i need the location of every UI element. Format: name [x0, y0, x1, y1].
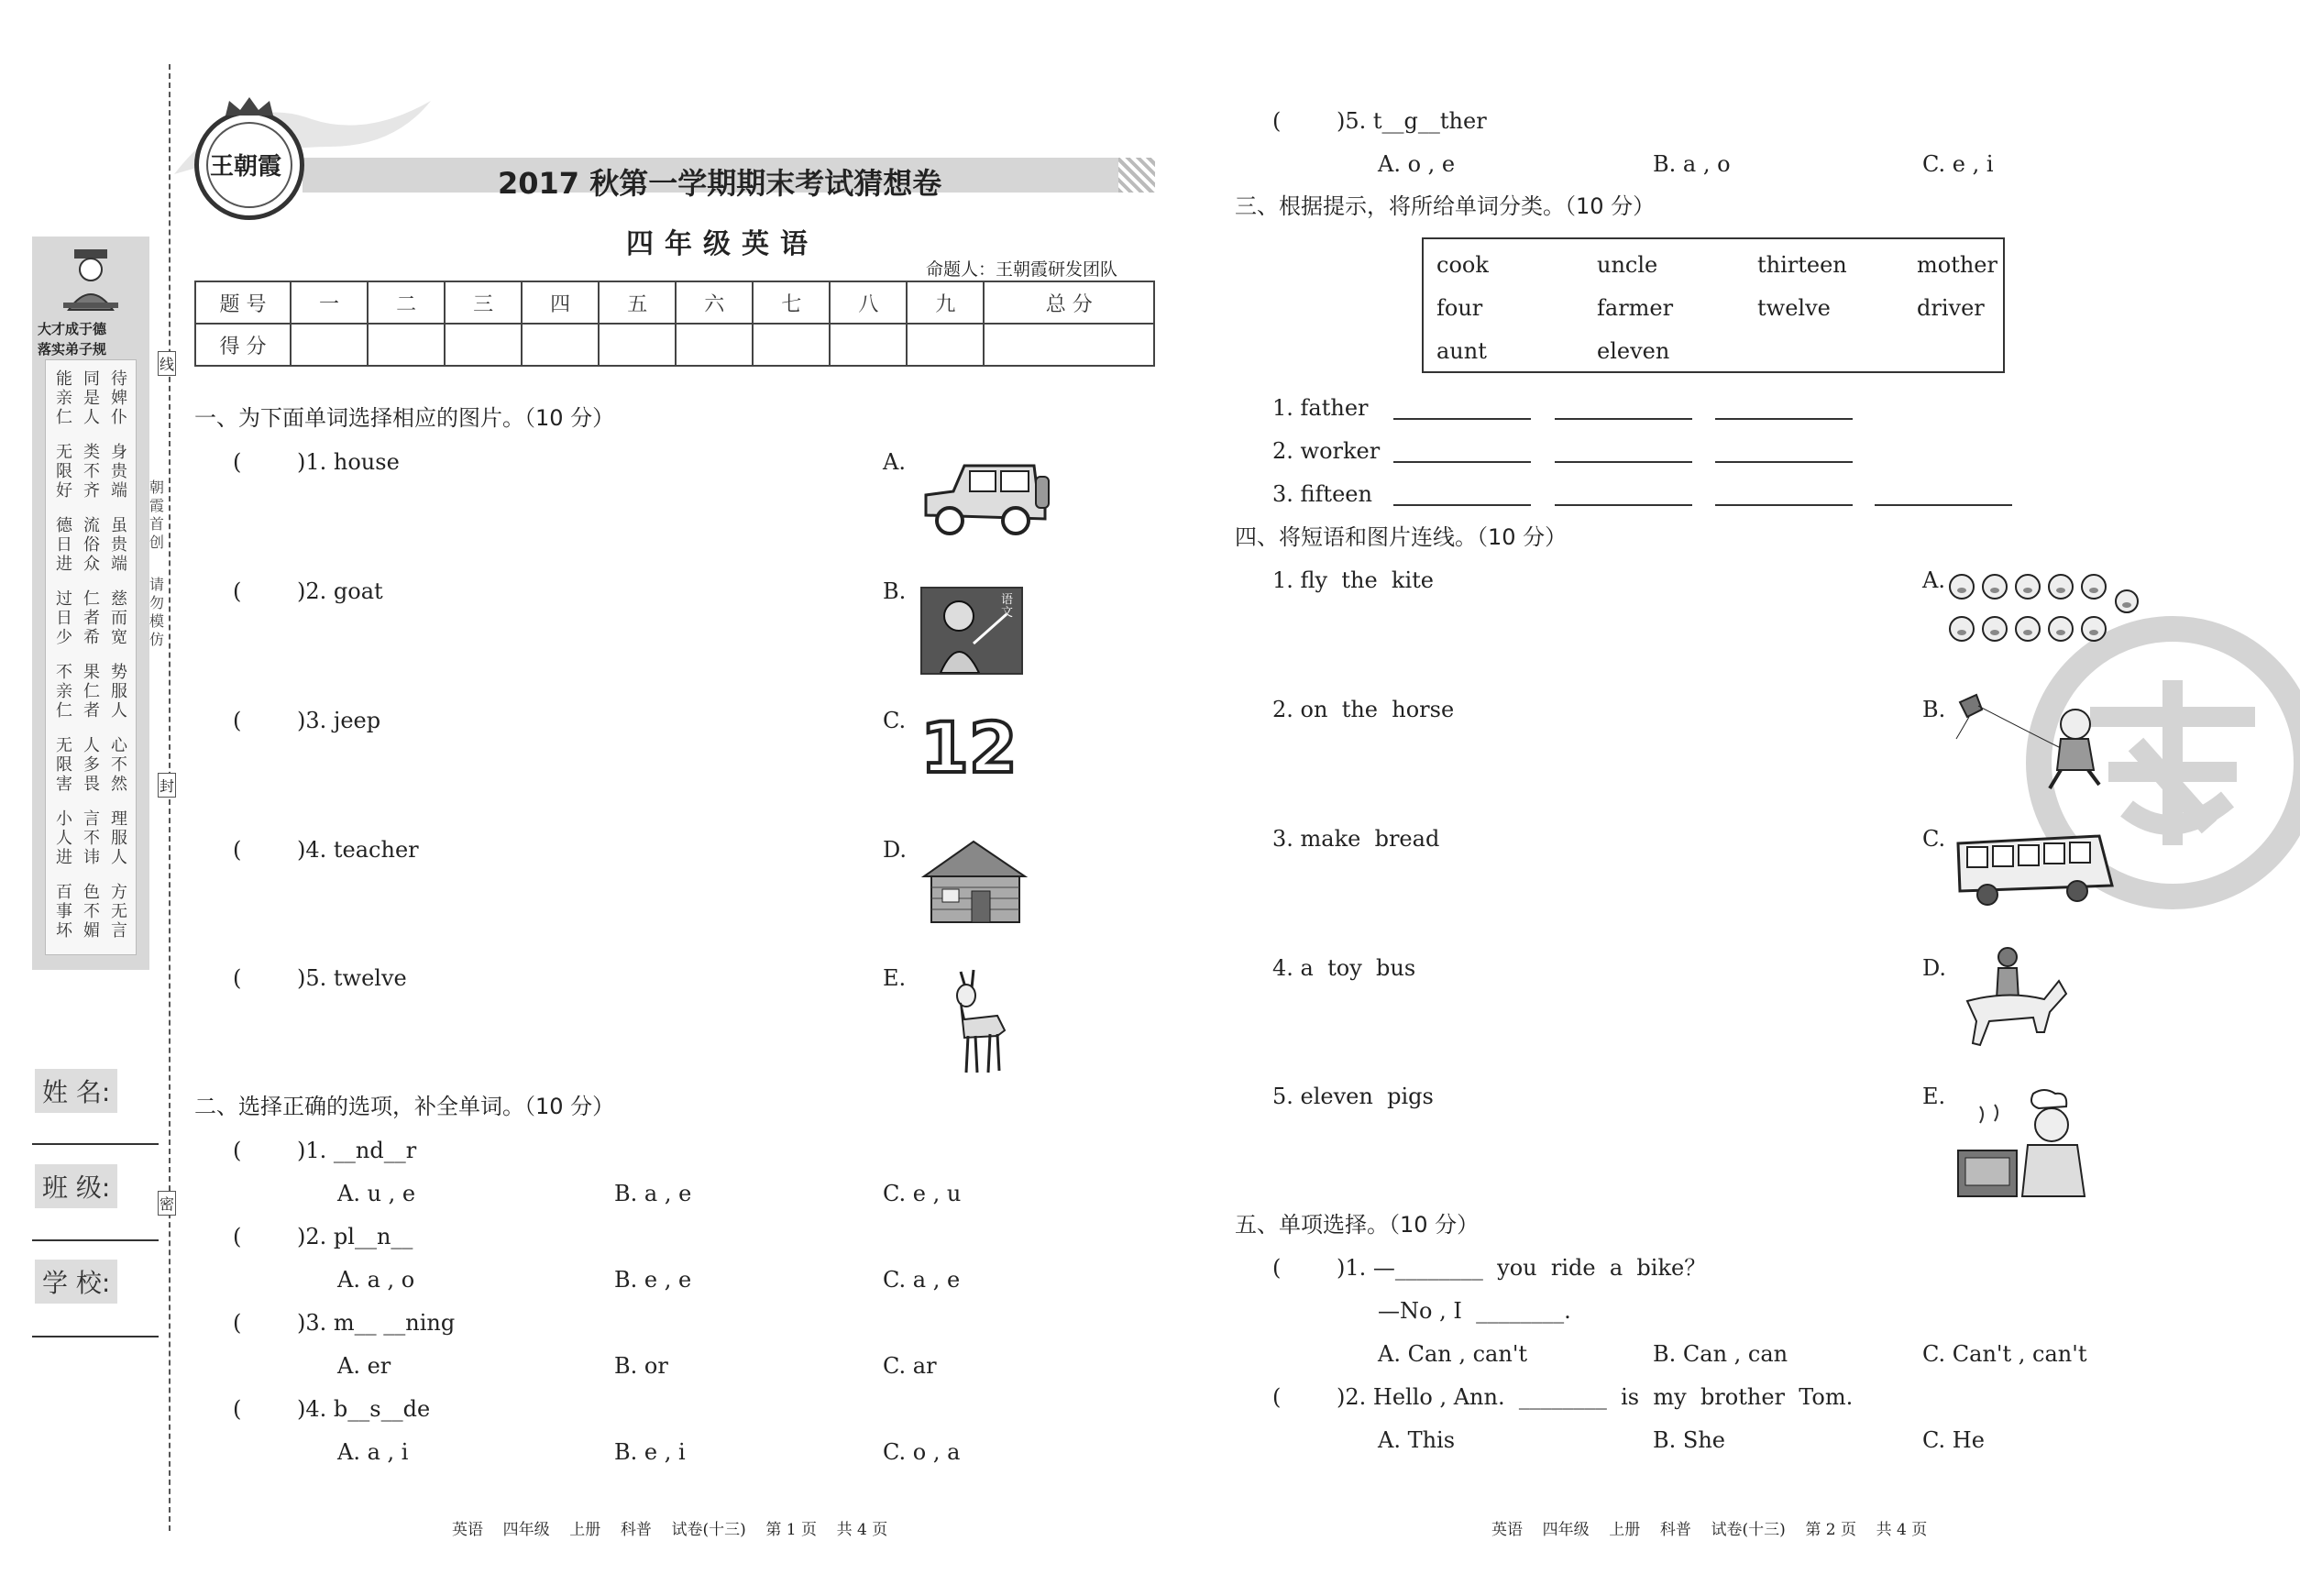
motto-column: 人多畏 [83, 736, 100, 794]
motto-column: 理服人 [111, 809, 127, 867]
s1-item-4-word: 4. teacher [305, 837, 419, 863]
s5-q1[interactable] [1272, 1257, 1706, 1279]
answer-blank[interactable] [1393, 418, 1531, 420]
paren-close: ) [1337, 1255, 1346, 1281]
cut-mark-secret: 密 [158, 1191, 176, 1216]
section1-heading: 一、为下面单词选择相应的图片。（10 分） [194, 405, 615, 431]
s2-q2-a[interactable]: A. a , o [337, 1267, 415, 1293]
s4-option-d: D. [1922, 955, 1947, 981]
motto-column: 果仁者 [83, 663, 100, 721]
cut-mark-seal: 封 [158, 773, 176, 798]
title-band-pattern [1118, 158, 1155, 193]
paren-close: ) [297, 578, 306, 604]
s3-prompt-fifteen: 3. fifteen [1272, 481, 1372, 507]
s3-prompt-father: 1. father [1272, 395, 1369, 421]
s2-q3-a[interactable]: A. er [337, 1353, 391, 1379]
section4-heading: 四、将短语和图片连线。（10 分） [1235, 524, 1568, 550]
s1-option-b: B. [883, 578, 907, 604]
s2-q5-b[interactable]: B. a , o [1653, 151, 1731, 177]
house-icon [917, 836, 1031, 928]
s2-q1-c[interactable]: C. e , u [883, 1181, 962, 1206]
motto-column: 小人进 [56, 809, 72, 867]
motto-title-1: 大才成于德 [38, 321, 107, 337]
motto-column: 虽贵端 [111, 516, 127, 574]
paren-close: ) [1337, 1384, 1346, 1410]
score-cell: 四 [522, 281, 599, 324]
score-input-cell[interactable] [291, 324, 368, 366]
s4-option-a: A. [1922, 567, 1945, 593]
motto-column: 能亲仁 [56, 369, 72, 427]
kite-boy-icon[interactable] [1951, 693, 2116, 794]
answer-paren: ( [1272, 1384, 1282, 1410]
s2-q2-b[interactable]: B. e , e [614, 1267, 692, 1293]
motto-column: 流俗众 [83, 516, 100, 574]
motto-text-box [45, 359, 137, 955]
answer-blank[interactable] [1393, 461, 1531, 463]
s5-q1-c[interactable]: C. Can't , can't [1922, 1341, 2087, 1367]
answer-blank[interactable] [1555, 461, 1692, 463]
s4-phrase-5[interactable]: 5. eleven pigs [1272, 1084, 1434, 1109]
s4-option-e: E. [1922, 1084, 1946, 1109]
answer-paren: ( [233, 1224, 242, 1249]
s5-q1-a[interactable]: A. Can , can't [1378, 1341, 1528, 1367]
jeep-icon [917, 451, 1054, 543]
paren-close: ) [1337, 108, 1346, 134]
answer-blank[interactable] [1555, 504, 1692, 506]
score-label-cell: 得 分 [195, 324, 291, 366]
score-cell: 三 [445, 281, 522, 324]
motto-column: 势服人 [111, 663, 127, 721]
section3-heading: 三、根据提示，将所给单词分类。（10 分） [1235, 193, 1656, 219]
s2-q3-c[interactable]: C. ar [883, 1353, 937, 1379]
s1-item-1[interactable] [233, 451, 400, 473]
teacher-image [920, 587, 1023, 675]
score-table [194, 281, 1155, 367]
s1-item-4[interactable] [233, 839, 419, 861]
word-mother: mother [1917, 252, 1997, 278]
score-table-header-row [195, 281, 1154, 324]
paren-close: ) [297, 708, 306, 733]
score-input-cell[interactable] [830, 324, 907, 366]
score-cell: 五 [599, 281, 676, 324]
s2-q5-c[interactable]: C. e , i [1922, 151, 1994, 177]
score-cell: 总 分 [984, 281, 1154, 324]
class-field[interactable] [32, 1239, 159, 1241]
exam-title: 2017 秋第一学期期末考试猜想卷 [498, 166, 942, 201]
s5-q2-b[interactable]: B. She [1653, 1427, 1725, 1453]
score-cell: 六 [676, 281, 753, 324]
name-label: 姓 名: [35, 1069, 117, 1113]
answer-paren: ( [233, 1138, 242, 1163]
section2-heading: 二、选择正确的选项，补全单词。（10 分） [194, 1094, 615, 1119]
class-label: 班 级: [35, 1164, 117, 1208]
score-input-cell[interactable] [907, 324, 984, 366]
motto-column: 言不讳 [83, 809, 100, 867]
answer-blank[interactable] [1715, 504, 1853, 506]
s4-phrase-4[interactable]: 4. a toy bus [1272, 955, 1416, 981]
s1-item-5-word: 5. twelve [305, 965, 407, 991]
side-note-2-wrap [149, 576, 166, 649]
s1-item-5[interactable] [233, 967, 407, 989]
score-cell: 八 [830, 281, 907, 324]
s5-q1-b[interactable]: B. Can , can [1653, 1341, 1788, 1367]
eleven-pigs-icon[interactable] [1916, 567, 2145, 658]
s4-phrase-3[interactable]: 3. make bread [1272, 826, 1440, 852]
section5-heading: 五、单项选择。（10 分） [1235, 1212, 1480, 1238]
score-cell: 九 [907, 281, 984, 324]
side-note-1: 朝霞首创 [149, 479, 165, 551]
board-text: 语文 [1001, 593, 1014, 620]
word-uncle: uncle [1597, 252, 1658, 278]
answer-paren: ( [233, 708, 242, 733]
s5-q1-line2: —No , I ________. [1378, 1298, 1571, 1324]
s2-q5[interactable] [1272, 110, 1487, 132]
paren-close: ) [297, 1138, 306, 1163]
brand-logo [194, 110, 304, 220]
score-input-cell[interactable] [984, 324, 1154, 366]
school-label: 学 校: [35, 1260, 117, 1304]
answer-blank[interactable] [1715, 461, 1853, 463]
binding-dashed-line [169, 64, 171, 1531]
score-input-cell[interactable] [676, 324, 753, 366]
toy-bus-icon[interactable] [1953, 831, 2118, 913]
s2-q3-text: 3. m__ __ning [305, 1310, 456, 1336]
footer-left: 英语 四年级 上册 科普 试卷(十三) 第 1 页 共 4 页 [452, 1521, 888, 1539]
s5-q2-text: 2. Hello , Ann. ________ is my brother Tom. [1345, 1384, 1854, 1410]
s2-q4-c[interactable]: C. o , a [883, 1439, 961, 1465]
name-field[interactable] [32, 1143, 159, 1145]
s1-option-e: E. [883, 965, 907, 991]
score-cell: 题 号 [195, 281, 291, 324]
s5-q2[interactable] [1272, 1386, 1853, 1408]
paren-close: ) [297, 1396, 306, 1422]
s1-item-3[interactable] [233, 710, 380, 732]
answer-paren: ( [1272, 108, 1282, 134]
s2-q2-c[interactable]: C. a , e [883, 1267, 961, 1293]
answer-paren: ( [1272, 1255, 1282, 1281]
answer-blank[interactable] [1555, 418, 1692, 420]
word-farmer: farmer [1597, 295, 1674, 321]
scholar-figure-icon [54, 246, 127, 319]
s4-phrase-1[interactable]: 1. fly the kite [1272, 567, 1434, 593]
paren-close: ) [297, 449, 306, 475]
s2-q1-text: 1. __nd__r [305, 1138, 417, 1163]
s4-option-b: B. [1922, 697, 1946, 722]
brand-logo-text: 王朝霞 [210, 153, 282, 181]
s2-q1[interactable] [233, 1139, 416, 1161]
word-driver: driver [1917, 295, 1985, 321]
word-four: four [1436, 295, 1483, 321]
s3-prompt-worker: 2. worker [1272, 438, 1381, 464]
s5-q2-a[interactable]: A. This [1378, 1427, 1456, 1453]
s2-q1-b[interactable]: B. a , e [614, 1181, 692, 1206]
word-thirteen: thirteen [1757, 252, 1847, 278]
s1-option-a: A. [883, 449, 906, 475]
s2-q5-text: 5. t__g__ther [1345, 108, 1487, 134]
author-line: 命题人：王朝霞研发团队 [926, 259, 1118, 280]
answer-paren: ( [233, 965, 242, 991]
s5-q1-text: 1. —________ you ride a bike？ [1345, 1255, 1707, 1281]
score-cell: 一 [291, 281, 368, 324]
paren-close: ) [297, 1224, 306, 1249]
score-table-score-row [195, 324, 1154, 366]
motto-column: 百事坏 [56, 883, 72, 941]
motto-column: 心不然 [111, 736, 127, 794]
s2-q2[interactable] [233, 1226, 413, 1248]
motto-column: 无限好 [56, 443, 72, 501]
word-eleven: eleven [1597, 338, 1670, 364]
motto-column: 色不媚 [83, 883, 100, 941]
s1-item-2-word: 2. goat [305, 578, 383, 604]
s2-q2-text: 2. pl__n__ [305, 1224, 413, 1249]
s2-q4[interactable] [233, 1398, 430, 1420]
answer-paren: ( [233, 1310, 242, 1336]
s2-q3-b[interactable]: B. or [614, 1353, 668, 1379]
score-cell: 二 [368, 281, 445, 324]
answer-blank[interactable] [1715, 418, 1853, 420]
motto-column: 类不齐 [83, 443, 100, 501]
motto-column: 方无言 [111, 883, 127, 941]
answer-blank[interactable] [1393, 504, 1531, 506]
side-note-2: 请勿模仿 [149, 576, 165, 648]
s2-q1-a[interactable]: A. u , e [337, 1181, 416, 1206]
score-input-cell[interactable] [445, 324, 522, 366]
word-twelve: twelve [1757, 295, 1831, 321]
answer-blank[interactable] [1875, 504, 2012, 506]
motto-column: 仁者希 [83, 589, 100, 647]
s1-item-2[interactable] [233, 580, 383, 602]
paren-close: ) [297, 837, 306, 863]
school-field[interactable] [32, 1336, 159, 1337]
s2-q4-text: 4. b__s__de [305, 1396, 431, 1422]
motto-column: 待婢仆 [111, 369, 127, 427]
s2-q4-b[interactable]: B. e , i [614, 1439, 686, 1465]
cut-mark-line: 线 [158, 351, 176, 376]
side-note [149, 479, 166, 552]
score-input-cell[interactable] [753, 324, 830, 366]
score-input-cell[interactable] [599, 324, 676, 366]
baker-icon[interactable] [1953, 1086, 2090, 1201]
s4-phrase-2[interactable]: 2. on the horse [1272, 697, 1455, 722]
s2-q5-a[interactable]: A. o , e [1378, 151, 1456, 177]
score-cell: 七 [753, 281, 830, 324]
s2-q3[interactable] [233, 1312, 455, 1334]
horse-rider-icon[interactable] [1953, 944, 2072, 1063]
paren-close: ) [297, 965, 306, 991]
motto-column: 不亲仁 [56, 663, 72, 721]
crown-icon [222, 95, 277, 117]
number-twelve: 12 [920, 707, 1018, 788]
s4-option-c: C. [1922, 826, 1946, 852]
motto-column: 身贵端 [111, 443, 127, 501]
s1-item-1-word: 1. house [305, 449, 400, 475]
motto-column: 德日进 [56, 516, 72, 574]
motto-column: 慈而宽 [111, 589, 127, 647]
answer-paren: ( [233, 1396, 242, 1422]
score-input-cell[interactable] [522, 324, 599, 366]
word-cook: cook [1436, 252, 1489, 278]
s5-q2-c[interactable]: C. He [1922, 1427, 1985, 1453]
s1-item-3-word: 3. jeep [305, 708, 381, 733]
s2-q4-a[interactable]: A. a , i [337, 1439, 409, 1465]
subject-title: 四年级英语 [626, 228, 819, 260]
motto-title-2: 落实弟子规 [38, 341, 107, 358]
motto-column: 同是人 [83, 369, 100, 427]
answer-paren: ( [233, 449, 242, 475]
motto-column: 过日少 [56, 589, 72, 647]
s1-option-d: D. [883, 837, 908, 863]
paren-close: ) [297, 1310, 306, 1336]
answer-paren: ( [233, 578, 242, 604]
footer-right: 英语 四年级 上册 科普 试卷(十三) 第 2 页 共 4 页 [1491, 1521, 1928, 1539]
word-aunt: aunt [1436, 338, 1487, 364]
motto-column: 无限害 [56, 736, 72, 794]
answer-paren: ( [233, 837, 242, 863]
s1-option-c: C. [883, 708, 907, 733]
score-input-cell[interactable] [368, 324, 445, 366]
goat-icon [933, 963, 1016, 1077]
